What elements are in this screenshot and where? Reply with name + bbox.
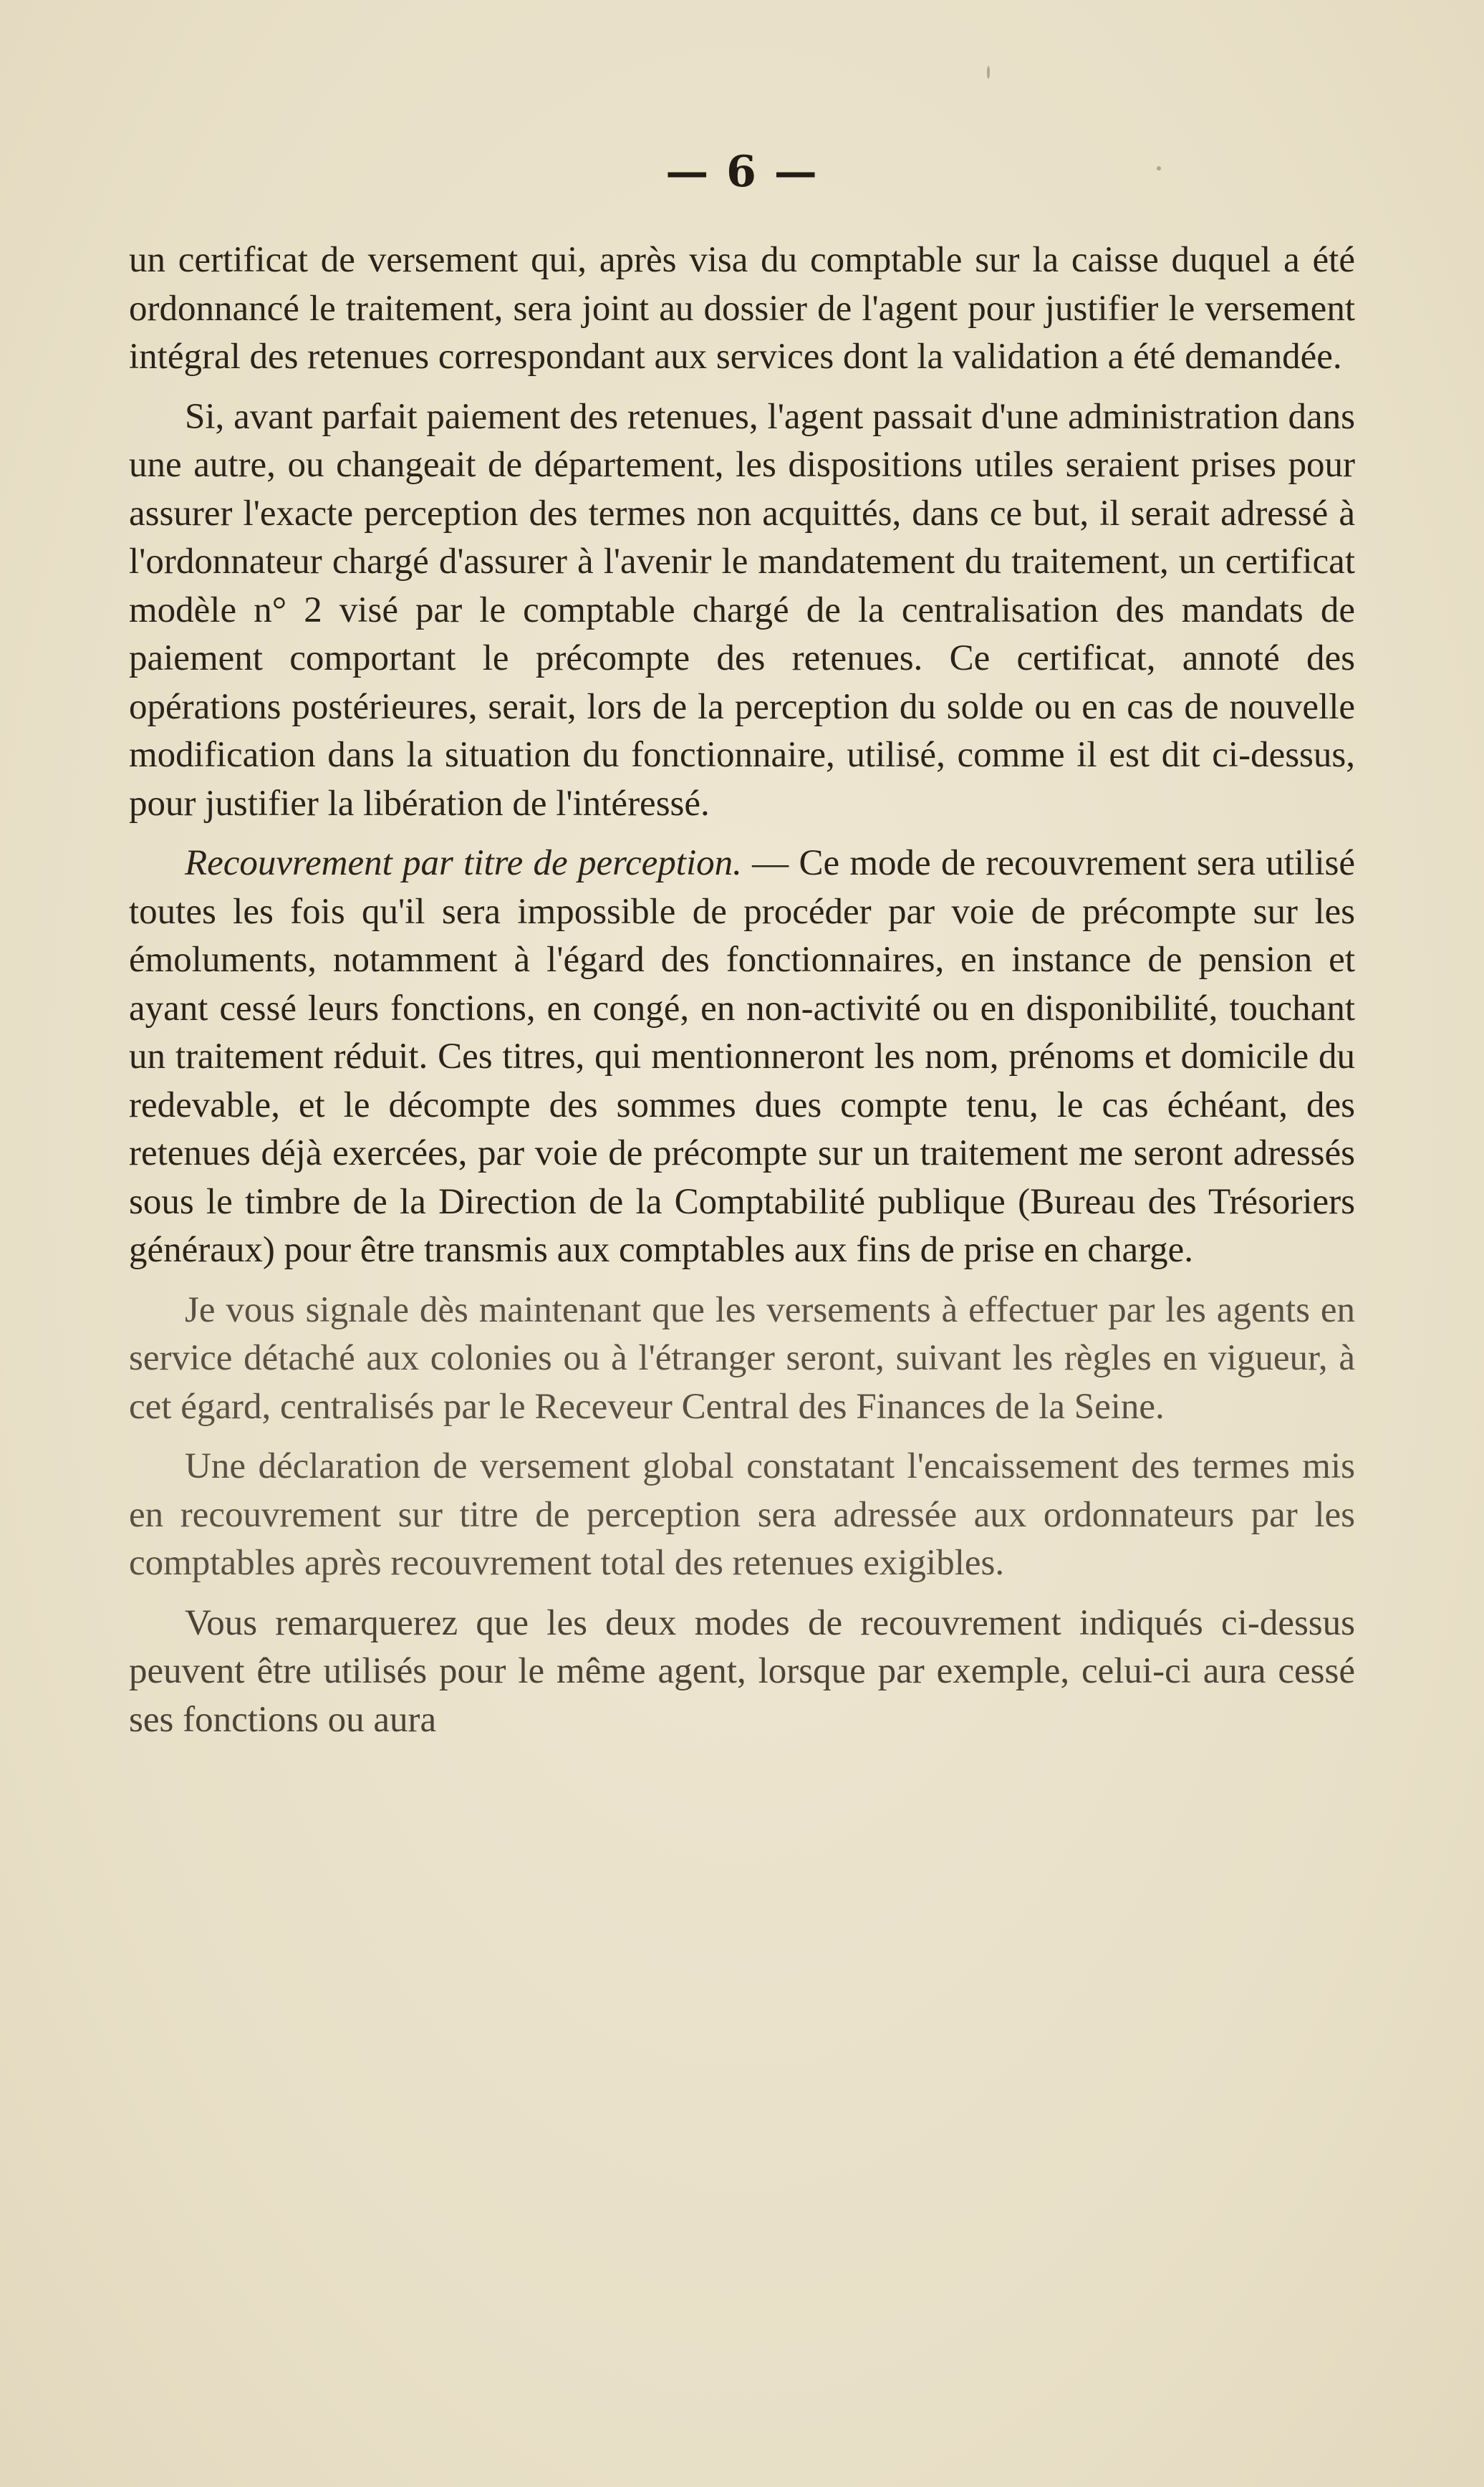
paragraph-service-detache: Je vous signale dès maintenant que les versements à effectuer par les agents en service détaché aux colonies ou à l'étranger seront, suivant les règles en vigueur, à cet égard, centralisés par le Receveur Central des Finances de la Seine. — [129, 1289, 1355, 1427]
paragraph-recouvrement-titre — [129, 840, 1355, 1275]
paper-speck — [987, 66, 990, 79]
paragraph-change-of-administration: Si, avant parfait paiement des retenues, l'agent passait d'une administration dans une autre, ou changeait de département, les dispositions utiles seraient prises pour assurer l'exacte perception des termes non acquittés, dans ce but, il serait adressé à l'ordonnateur chargé d'assurer à l'avenir le mandatement du traitement, un certificat modèle n° 2 visé par le comptable chargé de la centralisation des mandats de paiement comportant le précompte des retenues. Ce certificat, annoté des opérations postérieures, serait, lors de la perception du solde ou en cas de nouvelle modification dans la situation du fonctionnaire, utilisé, comme il est dit ci-dessus, pour justifier la libération de l'intéressé. — [129, 396, 1355, 824]
section-heading-italic: Recouvrement par titre de perception. — [185, 843, 742, 883]
paragraph-deux-modes: Vous remarquerez que les deux modes de recouvrement indiqués ci-dessus peuvent être utilisés pour le même agent, lorsque par exemple, celui-ci aura cessé ses fonctions ou aura — [129, 1602, 1355, 1740]
paragraph-body: — Ce mode de recouvrement sera utilisé toutes les fois qu'il sera impossible de procéder par voie de précompte sur les émoluments, notamment à l'égard des fonctionnaires, en instance de pension et ayant cessé leurs fonctions, en congé, en non-activité ou en disponibilité, touchant un traitement réduit. Ces titres, qui mentionneront les nom, prénoms et domicile du redevable, et le décompte des sommes dues compte tenu, le cas échéant, des retenues déjà exercées, par voie de précompte sur un traitement me seront adressés sous le timbre de la Direction de la Comptabilité publique (Bureau des Trésoriers généraux) pour être transmis aux comptables aux fins de prise en charge. — [129, 843, 1355, 1270]
paragraph-declaration-versement: Une déclaration de versement global constatant l'encaissement des termes mis en recouvrement sur titre de perception sera adressée aux ordonnateurs par les comptables après recouvrement total des retenues exigibles. — [129, 1446, 1355, 1583]
page-number: — 6 — — [665, 147, 819, 197]
paragraph-continuation: un certificat de versement qui, après visa du comptable sur la caisse duquel a été ordonnancé le traitement, sera joint au dossier de l'agent pour justifier le versement intégral des retenues correspondant aux services dont la validation a été demandée. — [129, 240, 1355, 377]
body-text — [129, 236, 1355, 1756]
